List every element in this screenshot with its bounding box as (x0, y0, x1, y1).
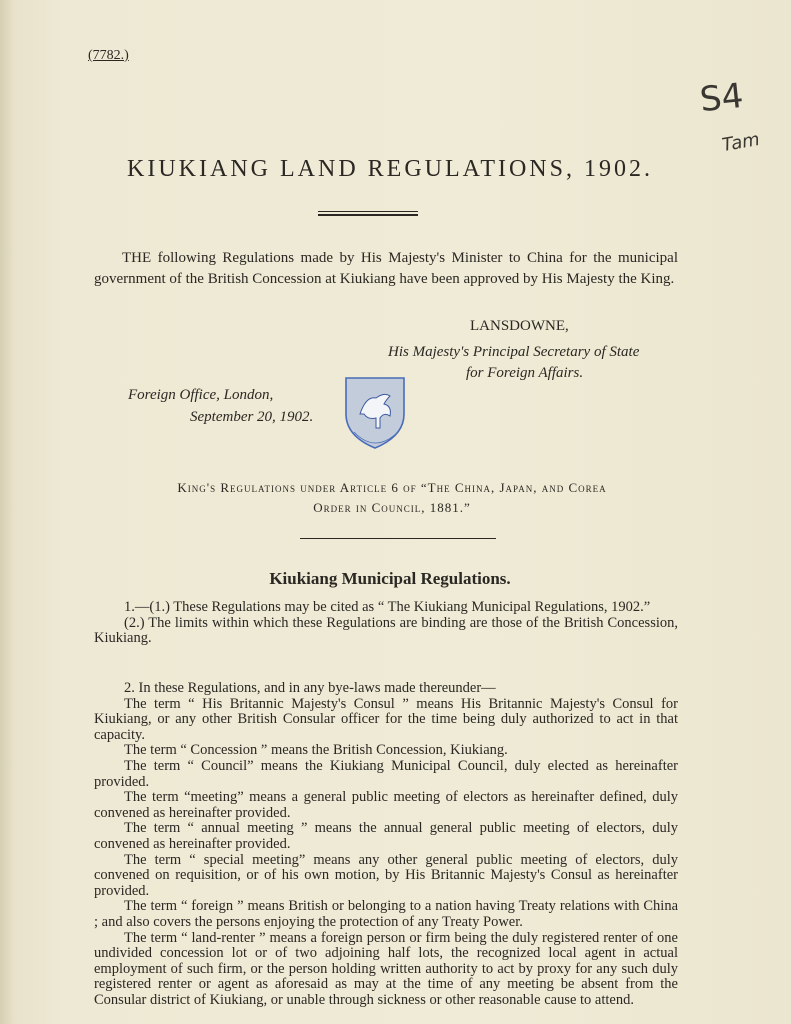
library-stamp-icon (340, 374, 410, 452)
section-title: Kiukiang Municipal Regulations. (269, 569, 511, 588)
regulation-1 (94, 600, 678, 647)
handwritten-initials: Tam (720, 128, 762, 157)
document-number: (7782.) (88, 48, 129, 63)
definition-consul: The term “ His Britannic Majesty's Consul ” means His Britannic Majesty's Consul for Kiukiang, or any other British Consular officer for the time being duly authorized to act in that capacity. (94, 695, 678, 743)
title-rule-thick (318, 214, 418, 216)
regulation-2-intro: 2. In these Regulations, and in any bye-laws made thereunder— (124, 680, 496, 696)
kings-regulations-heading (100, 478, 684, 518)
section-rule (300, 538, 496, 539)
handwritten-note: S4 (698, 75, 746, 121)
title-rule-thin (318, 211, 418, 212)
dateline (128, 384, 313, 428)
definition-special-meeting: The term “ special meeting” means any other general public meeting of electors, duly convened on requisition, or of his own motion, by His Britannic Majesty's Consul as hereinafter provided. (94, 851, 678, 899)
signatory-title (388, 342, 688, 384)
regulation-1-1: 1.—(1.) These Regulations may be cited as “ The Kiukiang Municipal Regulations, 1902.” (124, 599, 651, 615)
regulation-2 (94, 681, 678, 1008)
definition-annual-meeting: The term “ annual meeting ” means the annual general public meeting of electors, duly convened as hereinafter provided. (94, 820, 678, 852)
kings-regulations-line2: Order in Council, 1881.” (313, 500, 471, 515)
dateline-date: September 20, 1902. (190, 409, 314, 425)
definition-land-renter: The term “ land-renter ” means a foreign person or firm being the duly registered renter of one undivided concession lot or of two adjoining half lots, the recognized local agent in actual employment of such firm, or the person holding written authority to act by proxy for any such duly registered renter or agent as aforesaid as may at the time of any meeting be absent from the Consular district of Kiukiang, or unable through sickness or other reasonable cause to attend. (94, 929, 678, 1008)
definition-concession: The term “ Concession ” means the British Concession, Kiukiang. (124, 742, 508, 759)
regulation-1-2: (2.) The limits within which these Regulations are binding are those of the British Concession, Kiukiang. (94, 614, 678, 647)
definition-foreign: The term “ foreign ” means British or belonging to a nation having Treaty relations with China ; and also covers the persons enjoying the protection of any Treaty Power. (94, 898, 678, 930)
definition-council: The term “ Council” means the Kiukiang Municipal Council, duly elected as hereinafter provided. (94, 757, 678, 790)
signatory-title-line1: His Majesty's Principal Secretary of State (388, 344, 640, 360)
dateline-place: Foreign Office, London, (128, 387, 274, 403)
intro-paragraph: THE following Regulations made by His Majesty's Minister to China for the municipal government of the British Concession at Kiukiang have been approved by His Majesty the King. (94, 250, 678, 287)
signatory-name: LANSDOWNE, (470, 318, 569, 334)
definition-meeting: The term “meeting” means a general public meeting of electors as hereinafter defined, duly convened as hereinafter provided. (94, 789, 678, 821)
kings-regulations-line1: King's Regulations under Article 6 of “The China, Japan, and Corea (177, 480, 607, 495)
paper-edge-shadow (0, 0, 14, 1024)
signatory-title-line2: for Foreign Affairs. (466, 365, 584, 381)
page-title: KIUKIANG LAND REGULATIONS, 1902. (127, 156, 653, 182)
